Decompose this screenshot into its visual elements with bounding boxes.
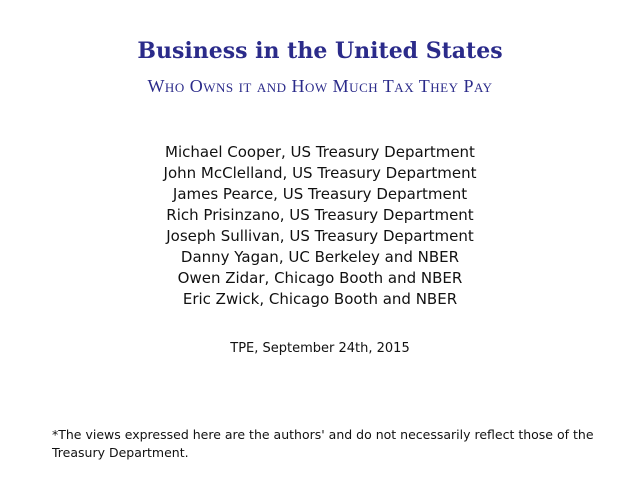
disclaimer-footnote: *The views expressed here are the authors' and do not necessarily reflect those of the Treasury Department. xyxy=(52,427,594,460)
author-item: John McClelland, US Treasury Department xyxy=(163,164,477,182)
author-item: Michael Cooper, US Treasury Department xyxy=(165,143,475,161)
author-item: Eric Zwick, Chicago Booth and NBER xyxy=(182,290,458,308)
author-list xyxy=(0,142,640,310)
author-item: Joseph Sullivan, US Treasury Department xyxy=(166,227,474,245)
author-item: Owen Zidar, Chicago Booth and NBER xyxy=(177,269,463,287)
author-item: James Pearce, US Treasury Department xyxy=(172,185,468,203)
author-item: Danny Yagan, UC Berkeley and NBER xyxy=(180,248,460,266)
author-item: Rich Prisinzano, US Treasury Department xyxy=(166,206,474,224)
slide-title: Business in the United States xyxy=(137,38,503,64)
slide-subtitle: Who Owns it and How Much Tax They Pay xyxy=(147,76,493,96)
event-date: TPE, September 24th, 2015 xyxy=(230,341,410,356)
